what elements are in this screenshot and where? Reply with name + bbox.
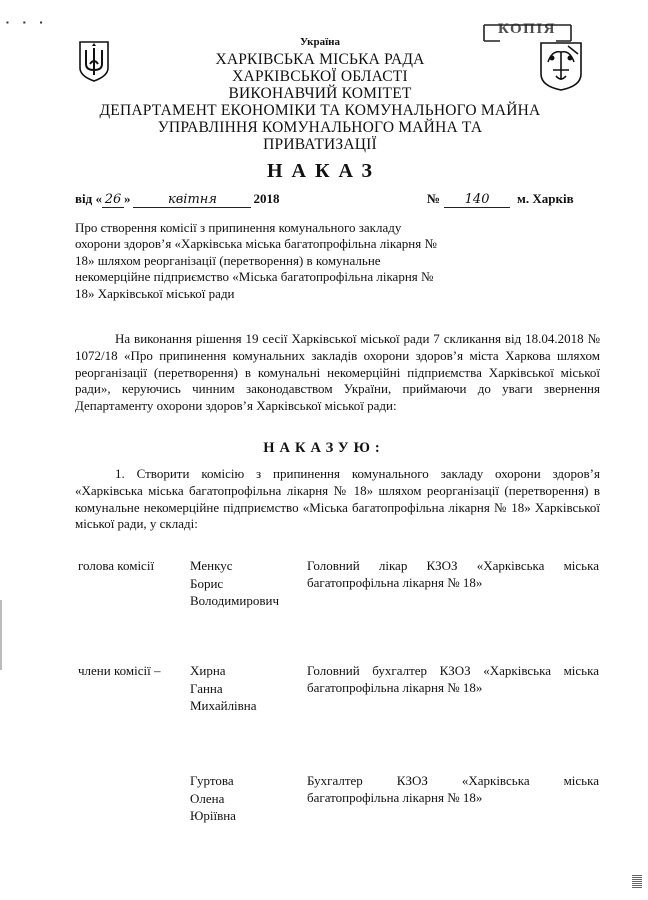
member1-position: Головний бухгалтер КЗОЗ «Харківська міська багатопрофільна лікарня № 18» [307, 663, 599, 695]
city-emblem-icon [538, 40, 584, 92]
members-role-label: члени комісії – [78, 663, 161, 678]
head-surname: Менкус [190, 558, 233, 573]
date-month: квітня [133, 192, 251, 208]
header-line-department: ДЕПАРТАМЕНТ ЕКОНОМІКИ ТА КОМУНАЛЬНОГО МАЙНА [99, 102, 541, 119]
document-title: НАКАЗ [266, 160, 381, 182]
stamp-text: КОПІЯ [497, 21, 556, 37]
order-word: НАКАЗУЮ: [263, 440, 385, 456]
member2-first-name: Олена [190, 790, 225, 806]
coat-of-arms-icon [78, 40, 110, 82]
scan-dots: ▪ ▪ ▪ [6, 18, 49, 27]
document-header [99, 36, 541, 153]
head-position: Головний лікар КЗОЗ «Харківська міська багатопрофільна лікарня № 18» [307, 558, 599, 590]
number-prefix: № [427, 191, 441, 206]
head-patronymic: Володимирович [190, 593, 280, 608]
head-name [190, 557, 279, 610]
header-line-privatization: ПРИВАТИЗАЦІЇ [263, 136, 377, 153]
date-field [75, 191, 279, 208]
member1-patronymic: Михайлівна [190, 698, 257, 713]
date-prefix: від « [75, 191, 102, 206]
scan-edge-mark [0, 600, 2, 670]
date-number-row [75, 191, 595, 213]
member2-position: Бухгалтер КЗОЗ «Харківська міська багатопрофільна лікарня № 18» [307, 773, 599, 805]
order-subject: Про створення комісії з припинення комунального закладу охорони здоров’я «Харківська міська багатопрофільна лікарня № 18» шляхом реорганізації (перетворення) в комунальне некомерційне підприємство «Міська багатопрофільна лікарня № 18» Харківської міської ради [75, 220, 437, 301]
item-1-paragraph: 1. Створити комісію з припинення комунального закладу охорони здоров’я «Харківська міська багатопрофільна лікарня № 18» шляхом реорганізації (перетворення) в комунальне некомерційне підприємство «Міська багатопрофільна лікарня № 18» Харківської міської ради, у складі: [75, 466, 600, 532]
member1-surname: Хирна [190, 663, 226, 678]
date-day: 26 [102, 192, 124, 208]
head-first-name: Борис [190, 575, 224, 591]
scan-corner-mark [632, 874, 642, 888]
header-line-administration: УПРАВЛІННЯ КОМУНАЛЬНОГО МАЙНА ТА [157, 119, 483, 136]
header-line-region: ХАРКІВСЬКОЇ ОБЛАСТІ [232, 68, 408, 85]
header-line-committee: ВИКОНАВЧИЙ КОМІТЕТ [228, 85, 412, 102]
date-mid: » [123, 191, 131, 206]
header-line-council: ХАРКІВСЬКА МІСЬКА РАДА [215, 51, 425, 68]
member2-name [190, 772, 236, 825]
order-number: 140 [444, 192, 510, 208]
member2-patronymic: Юріївна [190, 808, 236, 823]
preamble-paragraph: На виконання рішення 19 сесії Харківської міської ради 7 скликання від 18.04.2018 № 1072/18 «Про припинення комунальних закладів охорони здоров’я міста Харкова шляхом реорганізації (перетворення) в комунальні некомерційні підприємства Харківської міської ради», керуючись чинним законодавством України, приймаючи до уваги звернення Департаменту охорони здоров’я Харківської міської ради: [75, 331, 600, 414]
member1-name [190, 662, 257, 715]
head-role-label: голова комісії [78, 558, 155, 573]
header-country: Україна [299, 36, 341, 48]
order-number-field [427, 191, 510, 208]
member1-first-name: Ганна [190, 680, 223, 696]
member2-surname: Гуртова [190, 773, 234, 788]
city: м. Харків [517, 191, 574, 206]
date-year: 2018 [253, 191, 280, 206]
